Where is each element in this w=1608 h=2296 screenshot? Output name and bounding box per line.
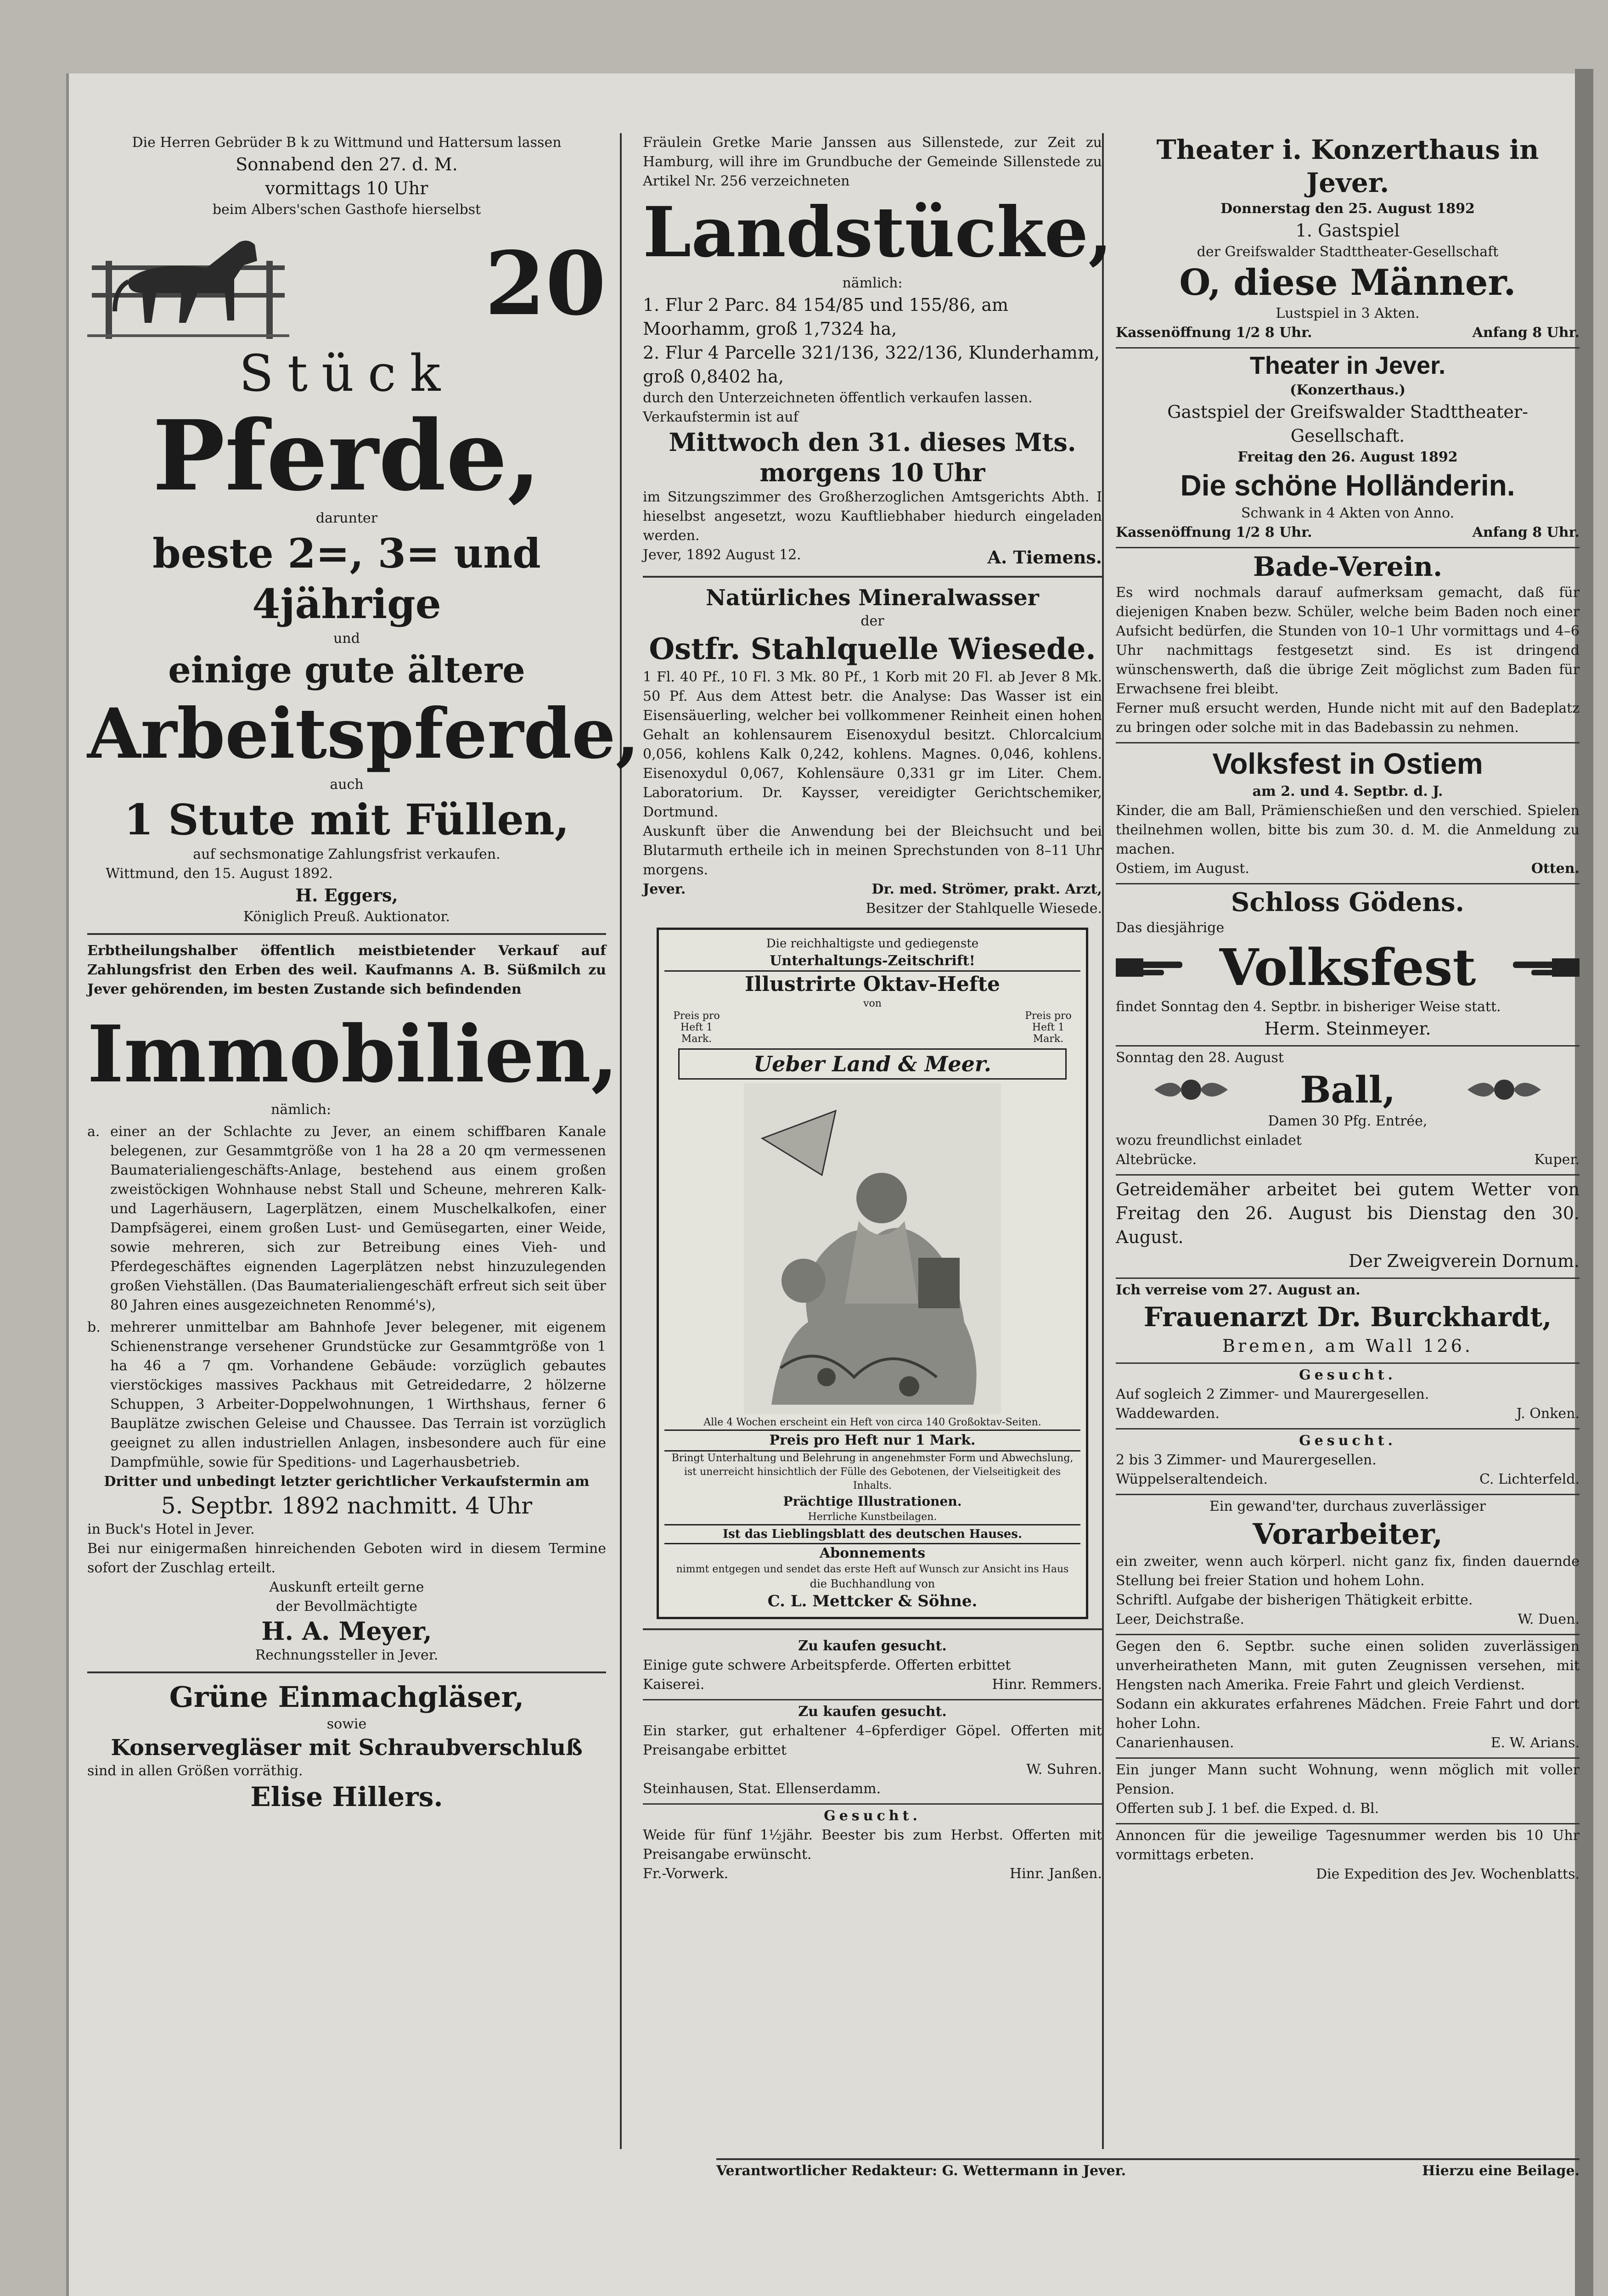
emig-text: Gegen den 6. Septbr. suche einen soliden zuverlässigen unverheiratheten Mann, mit guten Zeugnissen versehen, mit Hengsten nach Amerika. Freie Fahrt und gleich Verdienst.	[1116, 1638, 1580, 1693]
water-signer-title: Besitzer der Stahlquelle Wiesede.	[866, 900, 1102, 917]
vf2-text: findet Sonntag den 4. Septbr. in bisheriger Weise statt.	[1116, 999, 1501, 1015]
horse-count: 20	[484, 232, 606, 335]
pointing-hand-right-icon	[1116, 951, 1185, 984]
want-text: Weide für fünf 1½jähr. Beester bis zum Herbst. Offerten mit Preisangabe erwünscht.	[643, 1827, 1102, 1863]
bath-text: Es wird nochmals darauf aufmerksam gemacht, daß für diejenigen Knaben bezw. Schüler, welche beim Baden noch einer Aufsicht bedürfen, die Stunden von 10–1 Uhr vormittags und 4–6 Uhr nachmittags festgesetzt sind. Es ist dringend wünschenswerth, daß die übrige Zeit möglichst zum Baden für Erwachsene frei bleibt.	[1116, 585, 1580, 697]
horse-darunter: darunter	[315, 510, 378, 526]
pointing-hand-left-icon	[1511, 951, 1580, 984]
ball-ad	[1116, 1048, 1580, 1170]
th2-doors: Kassenöffnung 1/2 8 Uhr.	[1116, 524, 1312, 540]
ornament-left-icon	[1150, 1076, 1232, 1103]
mag-shop-pre: die Buchhandlung von	[810, 1577, 935, 1590]
column-2	[643, 133, 1113, 1884]
mag-illus: Prächtige Illustrationen.	[783, 1494, 962, 1509]
horse-header	[87, 224, 606, 343]
horse-terms: auf sechsmonatige Zahlungsfrist verkaufen.	[193, 846, 500, 862]
g1-signer: J. Onken.	[1516, 1406, 1580, 1422]
ornament-right-icon	[1463, 1076, 1546, 1103]
horse-time: vormittags 10 Uhr	[265, 178, 428, 198]
notice-text: Annoncen für die jeweilige Tagesnummer werden bis 10 Uhr vormittags erbeten.	[1116, 1828, 1580, 1863]
mag-top: Die reichhaltigste und gediegenste	[766, 937, 979, 951]
horse-signer: H. Eggers,	[295, 885, 398, 906]
fore-sign-row	[1116, 1610, 1580, 1629]
doctor-ad	[1116, 1281, 1580, 1358]
immo-item-a	[87, 1122, 606, 1315]
ball-title: Ball,	[1299, 1068, 1396, 1111]
th2-venue: (Konzerthaus.)	[1290, 382, 1406, 398]
g2-signer: C. Lichterfeld.	[1479, 1471, 1580, 1487]
doc-addr: Bremen, am Wall 126.	[1222, 1336, 1473, 1356]
vf2-banner	[1116, 938, 1580, 997]
g2-text: 2 bis 3 Zimmer- und Maurergesellen.	[1116, 1452, 1377, 1468]
mag-abo-text: nimmt entgegen und sendet das erste Heft auf Wunsch zur Ansicht ins Haus	[676, 1564, 1069, 1575]
g2-sign-row	[1116, 1470, 1580, 1489]
horse-auch: auch	[330, 777, 364, 793]
buy2-ad	[643, 1702, 1102, 1799]
land-title: Landstücke,	[643, 192, 1113, 273]
want-signer: Hinr. Janßen.	[1009, 1866, 1102, 1882]
glass-ad	[87, 1680, 606, 1813]
ball-invite: wozu freundlichst einladet	[1116, 1132, 1302, 1148]
vf1-text: Kinder, die am Ball, Prämienschießen und den verschied. Spielen theilnehmen wollen, bitte bis zum 30. d. M. die Anmeldung zu machen.	[1116, 803, 1580, 857]
fore-signer: W. Duen.	[1518, 1611, 1580, 1627]
vf1-place: Ostiem, im August.	[1116, 861, 1249, 877]
mag-price-right: Preis pro Heft 1 Mark.	[1025, 1010, 1072, 1045]
mower-ad	[1116, 1177, 1580, 1273]
g1-text: Auf sogleich 2 Zimmer- und Maurergesellen.	[1116, 1386, 1429, 1402]
fore-place: Leer, Deichstraße.	[1116, 1611, 1245, 1627]
separator	[1116, 1174, 1580, 1176]
separator	[1116, 1634, 1580, 1635]
mag-prices	[664, 1010, 1080, 1045]
buy2-signer: W. Suhren.	[1026, 1761, 1102, 1778]
mag-text: Bringt Unterhaltung und Belehrung in angenehmster Form und Abwechslung, ist unerreicht hinsichtlich der Fülle des Gebotenen, der Vielseitigkeit des Inhalts.	[671, 1452, 1074, 1491]
emig-signer: E. W. Arians.	[1490, 1735, 1580, 1751]
buy2-place: Steinhausen, Stat. Ellenserdamm.	[643, 1781, 881, 1797]
water-place: Jever.	[643, 881, 686, 897]
horse-einige: einige gute ältere	[168, 649, 525, 691]
doc-pre: Ich verreise vom 27. August an.	[1116, 1282, 1361, 1298]
immo-signer-title: Rechnungssteller in Jever.	[255, 1647, 439, 1663]
mow-signer: Der Zweigverein Dornum.	[1349, 1251, 1580, 1271]
th1-times	[1116, 323, 1580, 343]
horse-ad	[87, 133, 640, 927]
bath-title: Bade-Verein.	[1253, 551, 1443, 582]
vf2-title: Schloss Gödens.	[1231, 887, 1465, 917]
volksfest-goedens-ad	[1116, 886, 1580, 1041]
want-title: Gesucht.	[824, 1808, 921, 1824]
mag-price-left: Preis pro Heft 1 Mark.	[673, 1010, 720, 1045]
column-3	[1116, 133, 1580, 1884]
buy1-ad	[643, 1637, 1102, 1694]
horse-signer-title: Königlich Preuß. Auktionator.	[243, 909, 450, 925]
land-item-2: 2. Flur 4 Parcelle 321/136, 322/136, Klunderhamm, groß 0,8402 ha,	[643, 343, 1100, 387]
footer-supplement: Hierzu eine Beilage.	[1422, 2163, 1580, 2179]
horse-und: und	[333, 630, 360, 647]
bath-ad	[1116, 550, 1580, 737]
mag-abo: Abonnements	[819, 1545, 926, 1561]
glass-sowie: sowie	[326, 1716, 367, 1732]
separator	[1116, 547, 1580, 548]
vf1-title: Volksfest in Ostiem	[1212, 747, 1483, 780]
vf2-pre: Das diesjährige	[1116, 920, 1225, 936]
separator	[87, 1671, 606, 1673]
glass-sizes: sind in allen Größen vorräthig.	[87, 1763, 303, 1779]
horse-stueck: Stück	[239, 344, 455, 403]
theater2-ad	[1116, 350, 1580, 542]
vf2-main: Volksfest	[1219, 938, 1476, 997]
fore-text2: Schriftl. Aufgabe der bisherigen Thätigkeit erbitte.	[1116, 1592, 1473, 1608]
doc-title: Frauenarzt Dr. Burckhardt,	[1143, 1301, 1552, 1333]
separator	[1116, 1362, 1580, 1364]
th1-date: Donnerstag den 25. August 1892	[1220, 201, 1475, 217]
th2-times	[1116, 523, 1580, 542]
mag-shop: C. L. Mettcker & Söhne.	[767, 1592, 978, 1610]
ball-pre: Sonntag den 28. August	[1116, 1050, 1284, 1066]
horse-intro: Die Herren Gebrüder B k zu Wittmund und Hattersum lassen	[132, 135, 562, 151]
immo-a-label: a.	[87, 1124, 100, 1140]
column-1	[87, 133, 640, 1813]
vf1-sign-row	[1116, 859, 1580, 878]
land-item-1: 1. Flur 2 Parc. 84 154/85 und 155/86, am Moorhamm, groß 1,7324 ha,	[643, 295, 1009, 339]
water-text: 1 Fl. 40 Pf., 10 Fl. 3 Mk. 80 Pf., 1 Korb mit 20 Fl. ab Jever 8 Mk. 50 Pf. Aus dem Attest betr. die Analyse: Das Wasser ist ein Eisensäuerling, welcher bei vollkommener Reinheit einen hohen Gehalt an kohlensaurem Eisenoxydul besitzt. Chlorcalcium 0,056, kohlens Kalk 0,242, kohlens. Magnes. 0,046, kohlens. Eisenoxydul 0,067, Kohlensäure 0,331 gr im Liter. Chem. Laboratorium. Dr. Kaysser, vereidigter Gerichtschemiker, Dortmund.	[643, 669, 1102, 820]
column-rule-2	[1102, 133, 1104, 2149]
g1-place: Waddewarden.	[1116, 1406, 1220, 1422]
horse-arbeit: Arbeitspferde,	[87, 693, 640, 774]
th1-start: Anfang 8 Uhr.	[1472, 325, 1580, 341]
separator	[643, 576, 1102, 578]
immo-item-b	[87, 1318, 606, 1472]
g2-title: Gesucht.	[1299, 1433, 1396, 1449]
th1-company: der Greifswalder Stadttheater-Gesellschaft	[1197, 244, 1499, 260]
immo-agent: der Bevollmächtigte	[276, 1598, 417, 1615]
horse-title: Pferde,	[152, 399, 541, 512]
mag-von: von	[863, 998, 882, 1009]
water-sign-row	[643, 880, 1102, 899]
buy1-signer: Hinr. Remmers.	[992, 1677, 1102, 1693]
footer	[716, 2158, 1580, 2179]
fore-title: Vorarbeiter,	[1253, 1517, 1443, 1551]
mag-beilagen: Herrliche Kunstbeilagen.	[808, 1511, 937, 1523]
fore-text: ein zweiter, wenn auch körperl. nicht ganz fix, finden dauernde Stellung bei freier Station und hohem Lohn.	[1116, 1553, 1580, 1589]
immo-text: Bei nur einigermaßen hinreichenden Geboten wird in diesem Termine sofort der Zuschlag erteilt.	[87, 1541, 606, 1576]
immo-ad	[87, 941, 618, 1665]
horse-best: beste 2=, 3= und 4jährige	[152, 529, 541, 628]
th2-title: Theater in Jever.	[1249, 352, 1446, 379]
separator	[1116, 1428, 1580, 1429]
th1-genre: Lustspiel in 3 Akten.	[1276, 305, 1420, 321]
immo-date: 5. Septbr. 1892 nachmitt. 4 Uhr	[161, 1492, 533, 1519]
land-item-3: durch den Unterzeichneten öffentlich verkaufen lassen.	[643, 390, 1033, 406]
footer-row	[716, 2158, 1580, 2179]
separator	[643, 1628, 1102, 1630]
theater1-ad	[1116, 133, 1580, 343]
water-title: Natürliches Mineralwasser	[706, 585, 1039, 611]
immo-place: in Buck's Hotel in Jever.	[87, 1521, 255, 1537]
separator	[1116, 883, 1580, 884]
immo-signer: H. A. Meyer,	[261, 1616, 432, 1646]
immo-naemlich: nämlich:	[271, 1102, 332, 1118]
g1-sign-row	[1116, 1404, 1580, 1424]
immo-third: Dritter und unbedingt letzter gerichtlicher Verkaufstermin am	[104, 1474, 590, 1490]
separator	[87, 933, 606, 935]
th1-doors: Kassenöffnung 1/2 8 Uhr.	[1116, 325, 1312, 341]
volksfest-ostiem-ad	[1116, 745, 1580, 878]
separator	[1116, 742, 1580, 743]
glass-seller: Elise Hillers.	[250, 1781, 443, 1812]
buy1-text: Einige gute schwere Arbeitspferde. Offerten erbittet	[643, 1657, 1011, 1673]
emig-place: Canarienhausen.	[1116, 1735, 1234, 1751]
foreman-ad	[1116, 1497, 1580, 1629]
mag-name: Ueber Land & Meer.	[678, 1048, 1067, 1080]
ball-place: Altebrücke.	[1116, 1152, 1197, 1168]
want-place: Fr.-Vorwerk.	[643, 1866, 729, 1882]
buy1-sign-row	[643, 1675, 1102, 1694]
immo-b-text: mehrerer unmittelbar am Bahnhofe Jever belegener, mit eigenem Schienenstrange versehener Grundstücke zur Gesammtgröße von 1 ha 46 a 7 qm. Vorhandene Gebäude: vorzüglich gebautes vierstöckiges massives Packhaus mit Getreidedarre, 2 hölzerne Schuppen, 3 Arbeiter-Doppelwohnungen, 1 Wirthshaus, ferner 6 Bauplätze zwischen Geleise und Chaussee. Das Terrain ist vorzüglich geeignet zu allen industriellen Anlagen, insbesondere auch für eine Dampfmühle, sowie für Speditions- und Lagerhausbetrieb.	[110, 1319, 606, 1470]
emig-text2: Sodann ein akkurates erfahrenes Mädchen. Freie Fahrt und dort hoher Lohn.	[1116, 1696, 1580, 1732]
fore-pre: Ein gewand'ter, durchaus zuverlässiger	[1209, 1498, 1486, 1514]
horse-stute: 1 Stute mit Füllen,	[124, 795, 569, 844]
vf1-date: am 2. und 4. Septbr. d. J.	[1252, 783, 1443, 799]
immo-b-label: b.	[87, 1319, 101, 1335]
separator	[1116, 1494, 1580, 1495]
land-sign-row	[643, 546, 1102, 569]
emigration-ad	[1116, 1637, 1580, 1753]
land-signer: A. Tiemens.	[987, 547, 1102, 568]
gesucht1-ad	[1116, 1366, 1580, 1424]
separator	[1116, 1277, 1580, 1279]
separator	[1116, 1757, 1580, 1759]
emig-sign-row	[1116, 1733, 1580, 1753]
th2-date: Freitag den 26. August 1892	[1237, 449, 1458, 465]
mag-freq: Alle 4 Wochen erscheint ein Heft von circa 140 Großoktav-Seiten.	[703, 1417, 1041, 1428]
land-termin: Verkaufstermin ist auf	[643, 409, 798, 425]
immo-intro: Erbtheilungshalber öffentlich meistbietender Verkauf auf Zahlungsfrist den Erben des weil. Kaufmanns A. B. Süßmilch zu Jever gehörenden, im besten Zustande sich befindenden	[87, 943, 606, 997]
mag-fav: Ist das Lieblingsblatt des deutschen Hauses.	[664, 1524, 1080, 1544]
glass-sub: Konservegläser mit Schraubverschluß	[111, 1735, 583, 1761]
column-rule-1	[620, 133, 622, 2149]
separator	[643, 1699, 1102, 1700]
buy2-title: Zu kaufen gesucht.	[798, 1704, 947, 1720]
th1-guest: 1. Gastspiel	[1295, 220, 1400, 241]
th2-genre: Schwank in 4 Akten von Anno.	[1241, 505, 1455, 521]
flat-offer: Offerten sub J. 1 bef. die Exped. d. Bl.	[1116, 1801, 1379, 1817]
ball-signer: Kuper.	[1534, 1152, 1580, 1168]
glass-title: Grüne Einmachgläser,	[169, 1680, 524, 1714]
th2-start: Anfang 8 Uhr.	[1472, 524, 1580, 540]
water-signer: Dr. med. Strömer, prakt. Arzt,	[871, 881, 1102, 897]
horse-place: beim Albers'schen Gasthofe hierselbst	[212, 202, 481, 218]
th1-title: Theater i. Konzerthaus in Jever.	[1156, 134, 1539, 198]
magazine-ad	[657, 928, 1088, 1619]
mag-title: Illustrirte Oktav-Hefte	[744, 973, 1001, 996]
buy1-title: Zu kaufen gesucht.	[798, 1638, 947, 1654]
water-ad	[643, 584, 1102, 918]
footer-editor: Verantwortlicher Redakteur: G. Wettermann in Jever.	[716, 2163, 1126, 2179]
buy1-place: Kaiserei.	[643, 1677, 705, 1693]
mow-text: Getreidemäher arbeitet bei gutem Wetter von Freitag den 26. August bis Dienstag den 30. August.	[1116, 1179, 1580, 1247]
g1-title: Gesucht.	[1299, 1367, 1396, 1383]
g2-place: Wüppelseraltendeich.	[1116, 1471, 1268, 1487]
th2-guest: Gastspiel der Greifswalder Stadttheater-Gesellschaft.	[1167, 402, 1528, 446]
want-ad	[643, 1806, 1102, 1884]
land-ad	[643, 133, 1113, 569]
ball-sign-row	[1116, 1150, 1580, 1170]
water-der: der	[860, 613, 884, 629]
land-intro: Fräulein Gretke Marie Janssen aus Sillenstede, zur Zeit zu Hamburg, will ihre im Grundbuche der Gemeinde Sillenstede zu Artikel Nr. 256 verzeichneten	[643, 135, 1102, 189]
gesucht2-ad	[1116, 1431, 1580, 1489]
land-naemlich: nämlich:	[842, 275, 903, 291]
immo-info: Auskunft erteilt gerne	[269, 1579, 424, 1595]
bath-text2: Ferner muß ersucht werden, Hunde nicht mit auf den Badeplatz zu bringen oder solche mit in das Badebassin zu nehmen.	[1116, 700, 1580, 736]
mag-price: Preis pro Heft nur 1 Mark.	[664, 1429, 1080, 1452]
ball-banner	[1116, 1068, 1580, 1112]
separator	[643, 1803, 1102, 1805]
th2-play: Die schöne Holländerin.	[1180, 469, 1515, 502]
mag-top2: Unterhaltungs-Zeitschrift!	[664, 952, 1080, 972]
buy2-text: Ein starker, gut erhaltener 4–6pferdiger Göpel. Offerten mit Preisangabe erbittet	[643, 1723, 1102, 1758]
flat-ad	[1116, 1761, 1580, 1818]
notice-ad	[1116, 1826, 1580, 1884]
horse-sign-date: Wittmund, den 15. August 1892.	[106, 866, 333, 882]
separator	[1116, 347, 1580, 349]
want-sign-row	[643, 1864, 1102, 1884]
vf2-signer: Herm. Steinmeyer.	[1264, 1019, 1431, 1039]
water-info: Auskunft über die Anwendung bei der Bleichsucht und bei Blutarmuth ertheile ich in meinen Sprechstunden von 8–11 Uhr morgens.	[643, 823, 1102, 878]
vf1-signer: Otten.	[1531, 861, 1580, 877]
flat-text: Ein junger Mann sucht Wohnung, wenn möglich mit voller Pension.	[1116, 1762, 1580, 1797]
land-place: im Sitzungszimmer des Großherzoglichen Amtsgerichts Abth. I hieselbst angesetzt, wozu Kauftliebhaber hiedurch eingeladen werden.	[643, 489, 1102, 544]
horse-icon	[87, 224, 289, 343]
immo-a-text: einer an der Schlachte zu Jever, an einem schiffbaren Kanale belegenen, zur Gesammtgröße von 1 ha 28 a 20 qm vermessenen Baumaterialiengeschäfts-Anlage, bestehend aus einem großen zweistöckigen Wohnhause nebst Stall und Scheune, mehreren Kalk- und Lagerhäusern, Lagerplätzen, einem Muschelkalkofen, einer Dampfsägerei, einem großen Lust- und Gemüsegarten, einer Weide, sowie mehreren, sich zur Betreibung eines Vieh- und Pferdegeschäftes eignenden Lagerplätzen nebst hinzuzulegenden großen Viehställen. (Das Baumaterialiengeschäft erfreut sich seit über 80 Jahren eines ausgezeichneten Renommé's),	[110, 1124, 606, 1313]
separator	[1116, 1823, 1580, 1824]
ball-price: Damen 30 Pfg. Entrée,	[1268, 1113, 1428, 1129]
water-source: Ostfr. Stahlquelle Wiesede.	[649, 632, 1096, 666]
land-date-sign: Jever, 1892 August 12.	[643, 547, 801, 563]
land-time: morgens 10 Uhr	[759, 458, 985, 487]
immo-title: Immobilien,	[87, 1008, 618, 1100]
magazine-illustration	[664, 1083, 1080, 1414]
horse-date: Sonnabend den 27. d. M.	[236, 154, 458, 174]
separator	[1116, 1045, 1580, 1047]
th1-play: O, diese Männer.	[1179, 262, 1516, 304]
land-date: Mittwoch den 31. dieses Mts.	[669, 428, 1076, 457]
notice-signer: Die Expedition des Jev. Wochenblatts.	[1316, 1866, 1580, 1882]
